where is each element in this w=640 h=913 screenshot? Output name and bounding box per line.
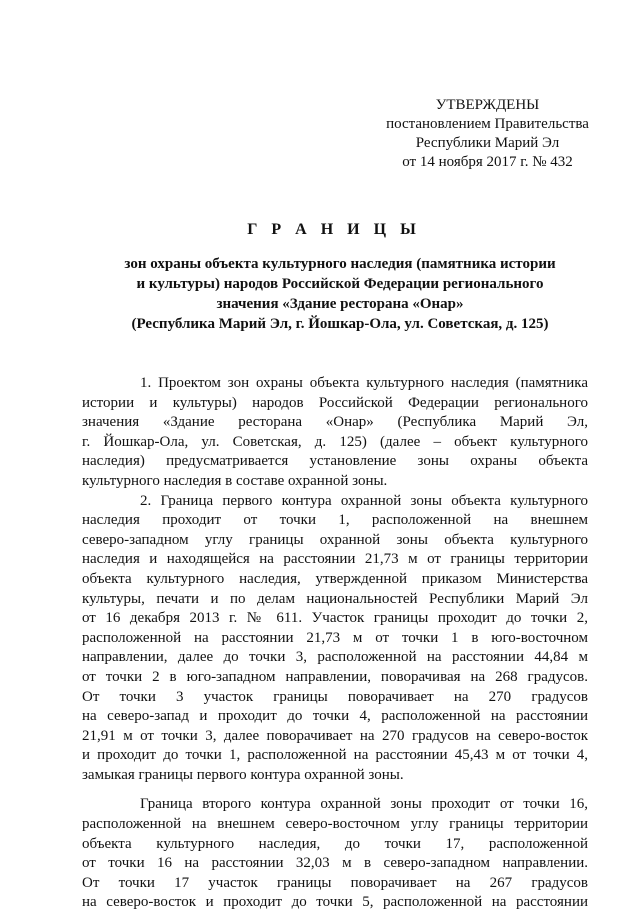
approval-stamp [360, 96, 615, 172]
subtitle-line: (Республика Марий Эл, г. Йошкар-Ола, ул. Советская, д. 125) [131, 316, 549, 332]
document-body [82, 374, 588, 913]
approval-line: УТВЕРЖДЕНЫ [435, 97, 540, 113]
paragraph-line: От точки 3 участок границы поворачивает на 270 градусов [82, 688, 588, 705]
paragraph-line: от точки 16 на расстоянии 32,03 м в северо-западном направлении. [82, 855, 588, 872]
paragraph-line: расположенной на внешнем северо-восточном углу границы территории [82, 816, 588, 833]
approval-line: постановлением Правительства [386, 116, 589, 132]
paragraph-gap [82, 785, 588, 795]
paragraph-line: наследия и находящейся на расстоянии 21,73 м от границы территории [82, 551, 588, 568]
paragraph [82, 795, 588, 913]
paragraph-line: наследия) предусматривается установление зоны охраны объекта [82, 453, 588, 470]
paragraph-line: от точки 2 в юго-западном направлении, поворачивая на 268 градусов. [82, 668, 588, 685]
paragraph [82, 492, 588, 786]
paragraph-line: на северо-восток и проходит до точки 5, расположенной на расстоянии [82, 894, 588, 911]
paragraph-line: направлении, далее до точки 3, расположенной на расстоянии 44,84 м [82, 649, 588, 666]
paragraph-line: северо-западном углу границы охранной зоны объекта культурного [82, 531, 588, 548]
subtitle-line: и культуры) народов Российской Федерации регионального [136, 276, 544, 292]
approval-line: от 14 ноября 2017 г. № 432 [402, 154, 573, 170]
document-title: Г Р А Н И Ц Ы [247, 221, 421, 238]
paragraph-line: на северо-запад и проходит до точки 4, расположенной на расстоянии [82, 708, 588, 725]
paragraph-line: культурного наследия в составе охранной зоны. [82, 472, 388, 489]
paragraph-line: от 16 декабря 2013 г. № 611. Участок границы проходит до точки 2, [82, 610, 588, 627]
paragraph-line: объекта культурного наследия, утвержденной приказом Министерства [82, 570, 588, 587]
paragraph [82, 374, 588, 492]
paragraph-line: и проходит до точки 1, расположенной на расстоянии 45,43 м от точки 4, [82, 747, 588, 764]
paragraph-line: 21,91 м от точки 3, далее поворачивает на 270 градусов на северо-восток [82, 727, 588, 744]
subtitle-line: значения «Здание ресторана «Онар» [216, 296, 464, 312]
paragraph-line: культуры, печати и по делам национальностей Республики Марий Эл [82, 590, 588, 607]
paragraph-line: объекта культурного наследия, до точки 17, расположенной [82, 835, 588, 852]
paragraph-line: г. Йошкар-Ола, ул. Советская, д. 125) (далее – объект культурного [82, 433, 588, 450]
paragraph-line: замыкая границы первого контура охранной зоны. [82, 766, 404, 783]
paragraph-line: От точки 17 участок границы поворачивает на 267 градусов [82, 874, 588, 891]
paragraph-line: 2. Граница первого контура охранной зоны объекта культурного [140, 492, 588, 509]
approval-line: Республики Марий Эл [415, 135, 560, 151]
paragraph-line: истории и культуры) народов Российской Федерации регионального [82, 394, 588, 411]
paragraph-line: наследия проходит от точки 1, расположенной на внешнем [82, 512, 588, 529]
paragraph-line: расположенной на расстоянии 21,73 м от точки 1 в юго-восточном [82, 629, 588, 646]
subtitle-line: зон охраны объекта культурного наследия (памятника истории [124, 256, 556, 272]
paragraph-line: 1. Проектом зон охраны объекта культурного наследия (памятника [140, 375, 588, 391]
document-subtitle [70, 254, 610, 334]
paragraph-line: Граница второго контура охранной зоны проходит от точки 16, [140, 796, 588, 813]
paragraph-line: значения «Здание ресторана «Онар» (Республика Марий Эл, [82, 414, 588, 431]
